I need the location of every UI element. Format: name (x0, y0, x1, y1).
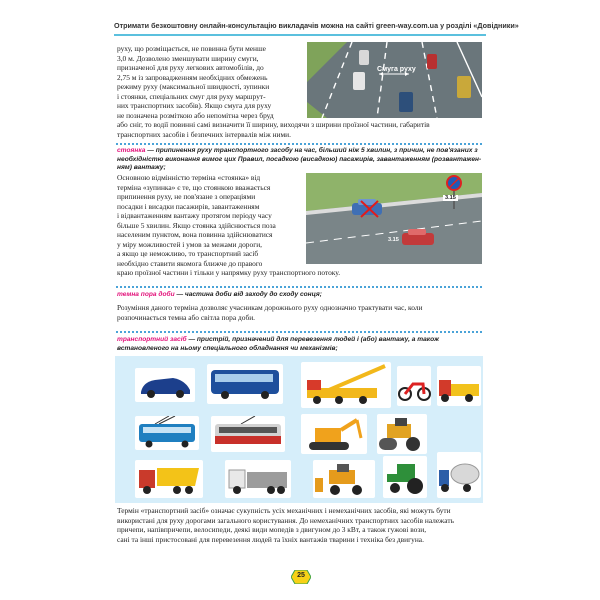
parking-definition: стоянка — припинення руху транспортного засобу на час, більший ніж 5 хвилин, з причин, не пов'язаних з необхідністю виконання вимог цих Правил, посадкою (висадкою) пасажирів, завантаженням (розвантажен- ням) вантажу; (117, 147, 482, 172)
truck-crane-icon (437, 366, 481, 406)
vehicle-sedan (135, 368, 195, 402)
bulldozer-icon (313, 460, 375, 498)
mixer-icon (437, 452, 481, 498)
truck-icon (225, 460, 291, 498)
vehicle-bulldozer (313, 460, 375, 498)
divider-1 (116, 143, 482, 145)
vehicle-truck (225, 460, 291, 498)
lane-label: Смуга руху (377, 66, 416, 73)
vehicle-roller (377, 414, 427, 454)
vehicle-crane (301, 362, 391, 408)
section3-text: Розуміння даного терміна дозволяє учасникам дорожнього руху однозначно трактувати час, коли розпочинається темна або світла пора доби. (117, 303, 423, 322)
motorcycle-icon (397, 366, 431, 406)
time-plate-2: 3.15 (388, 237, 399, 243)
roller-icon (377, 414, 427, 454)
sedan-icon (135, 368, 195, 402)
lane-drawing (307, 42, 482, 118)
divider-3 (116, 331, 482, 333)
term-parking: стоянка (117, 147, 146, 154)
parking-illustration (306, 173, 482, 264)
vehicle-bus (207, 364, 283, 404)
vehicle-tractor (383, 456, 427, 498)
divider-2 (116, 286, 482, 288)
vehicle-motorcycle (397, 366, 431, 406)
bus-icon (207, 364, 283, 404)
lane-illustration (307, 42, 482, 118)
vehicle-trolleybus (135, 416, 199, 450)
trolleybus-icon (135, 416, 199, 450)
header-rule (114, 34, 486, 36)
vehicle-definition: транспортний засіб — пристрій, призначений для перевезення людей і (або) вантажу, а також встановленого на ньому спеціального обладнання чи механізмів; (117, 336, 439, 352)
vehicles-panel (115, 356, 483, 503)
section2-text-full: краю проїзної частини і тільки у напрямку руху транспортного потоку. (117, 268, 341, 277)
section2-text-left: Основною відмінністю терміна «стоянка» від терміна «зупинка» є те, що стоянкою вважається припинення руху, не пов'язане з операціями посадки і висадки пасажирів, завантаженням і відвантаженням вантажу протягом періоду часу більше 5 хвилин. Якщо стоянка здійснюється поза населеним пунктом, вона повинна здійснюватися у міру можливостей і умов за межами дороги, а якщо це неможливо, то транспортний засіб необхідно ставити якомога ближче до правого (117, 173, 276, 268)
dark-time-definition: темна пора доби — частина доби від заходу до сходу сонця; (117, 291, 322, 298)
vehicle-excavator (301, 414, 367, 454)
page-header: Отримати безкоштовну онлайн-консультацію викладачів можна на сайті green-way.com.ua у розділі «Довідники» (114, 21, 519, 30)
vehicle-truck-crane (437, 366, 481, 406)
vehicle-tram (211, 416, 285, 452)
section4-text: Термін «транспортний засіб» означає сукупність усіх механічних і немеханічних засобів, які можуть бути використані для руху дорогами загального користування. До немеханічних транспортних засобів належать причепи, напівпричепи, велосипеди, деякі види мопедів з двигуном до 3 кВт, а також гужові вози, сані та інші пристосовані для перевезення людей та їхніх вантажів тварини і техніка без двигуна. (117, 506, 454, 544)
vehicle-mixer (437, 452, 481, 498)
excavator-icon (301, 414, 367, 454)
parking-drawing (306, 173, 482, 264)
time-plate-1: 3.15 (445, 195, 456, 201)
page-number: 25 (297, 572, 305, 579)
vehicle-tipper (135, 460, 203, 498)
tram-icon (211, 416, 285, 452)
term-dark-time: темна пора доби (117, 291, 175, 298)
page-number-badge (291, 570, 311, 584)
term-vehicle: транспортний засіб (117, 336, 187, 343)
tractor-icon (383, 456, 427, 498)
section1-text-full: або сніг, то водії повинні самі визначити її ширину, виходячи з ширини проїзної частини, габаритів транспортних засобів і безпечних інтервалів між ними. (117, 120, 430, 139)
section1-text-left: руху, що розміщається, не повинна бути менше 3,0 м. Дозволено зменшувати ширину смуги, призначеної для руху легкових автомобілів, до 2,75 м із запровадженням необхідних обмежень режиму руху (максимальної швидкості, зупинки і стоянки, спеціальних смуг для руху маршрут- них транспортних засобів). Якщо смуга для руху не позначена розміткою або непомітна через бруд (117, 44, 274, 120)
crane-icon (301, 362, 391, 408)
tipper-icon (135, 460, 203, 498)
